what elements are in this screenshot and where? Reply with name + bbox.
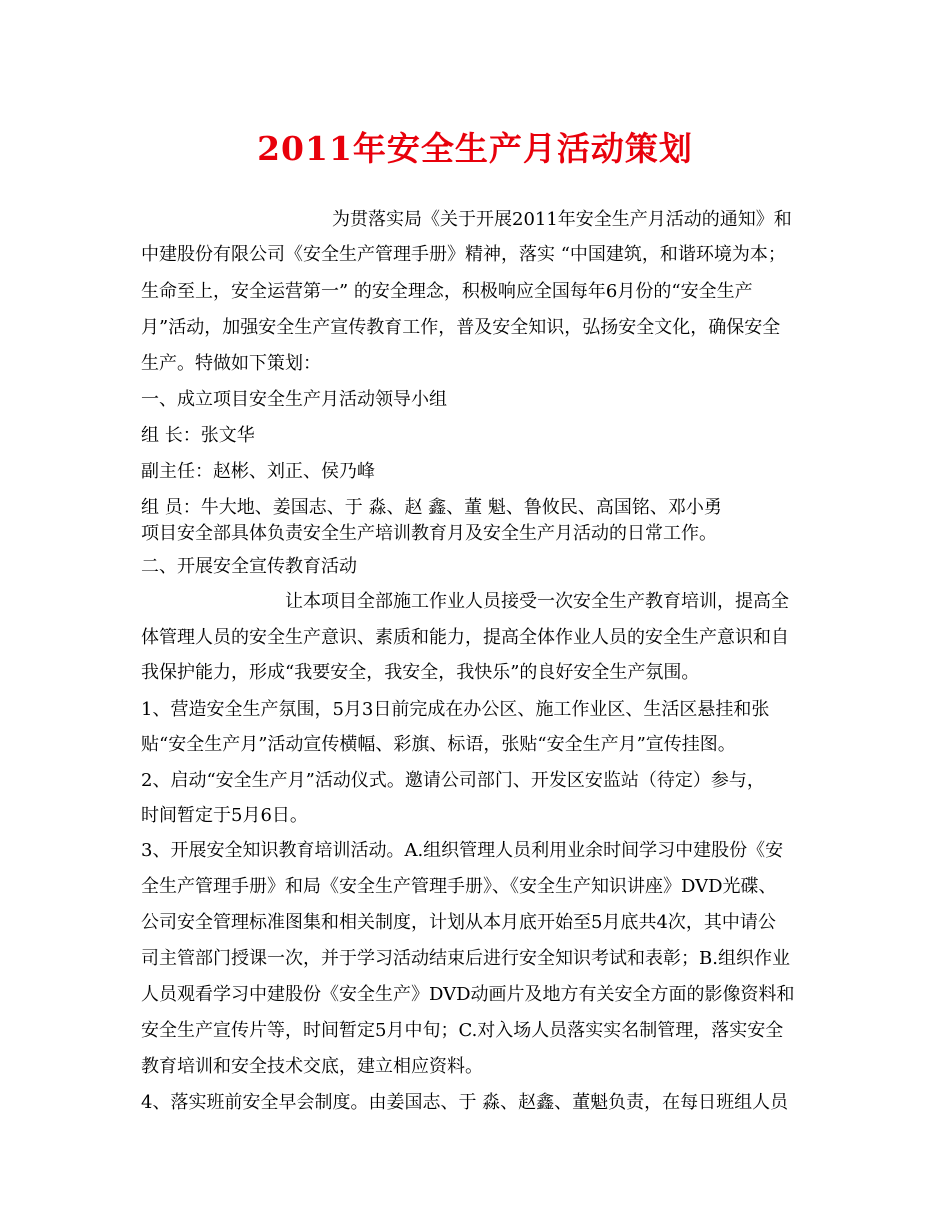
paragraph-line: 中建股份有限公司《安全生产管理手册》精神，落实 “中国建筑，和谐环境为本；	[141, 244, 786, 265]
paragraph-line: 月”活动，加强安全生产宣传教育工作，普及安全知识，弘扬安全文化，确保安全	[141, 317, 781, 338]
paragraph-line: 安全生产宣传片等，时间暂定5月中旬；C.对入场人员落实实名制管理，落实安全	[141, 1020, 784, 1041]
paragraph-line: 教育培训和安全技术交底，建立相应资料。	[141, 1056, 483, 1077]
paragraph-line: 司主管部门授课一次，并于学习活动结束后进行安全知识考试和表彰；B.组织作业	[141, 948, 790, 969]
paragraph-line: 项目安全部具体负责安全生产培训教育月及安全生产月活动的日常工作。	[141, 523, 717, 544]
paragraph-line: 副主任：赵彬、刘正、侯乃峰	[141, 461, 375, 482]
paragraph-line: 3、开展安全知识教育培训活动。A.组织管理人员利用业余时间学习中建股份《安	[141, 840, 784, 861]
paragraph-line: 4、落实班前安全早会制度。由姜国志、于 淼、赵鑫、董魁负责，在每日班组人员	[141, 1092, 789, 1113]
paragraph-line: 我保护能力，形成“我要安全，我安全，我快乐”的良好安全生产氛围。	[141, 662, 700, 683]
paragraph-line: 时间暂定于5月6日。	[141, 805, 308, 826]
paragraph-line: 生命至上，安全运营第一” 的安全理念，积极响应全国每年6月份的“安全生产	[141, 281, 753, 302]
paragraph-line: 人员观看学习中建股份《安全生产》DVD动画片及地方有关安全方面的影像资料和	[141, 984, 795, 1005]
document-title: 2011年安全生产月活动策划	[257, 129, 693, 168]
paragraph-line: 公司安全管理标准图集和相关制度，计划从本月底开始至5月底共4次，其中请公	[141, 912, 776, 933]
paragraph-line: 贴“安全生产月”活动宣传横幅、彩旗、标语，张贴“安全生产月”宣传挂图。	[141, 734, 736, 755]
section-heading: 二、开展安全宣传教育活动	[141, 556, 357, 577]
paragraph-line: 生产。特做如下策划：	[141, 353, 321, 374]
paragraph-line: 为贯落实局《关于开展2011年安全生产月活动的通知》和	[332, 209, 792, 230]
paragraph-line: 全生产管理手册》和局《安全生产管理手册》、《安全生产知识讲座》DVD光碟、	[141, 876, 777, 897]
section-heading: 一、成立项目安全生产月活动领导小组	[141, 389, 447, 410]
paragraph-line: 体管理人员的安全生产意识、素质和能力，提高全体作业人员的安全生产意识和自	[141, 627, 789, 648]
paragraph-line: 组 员：牛大地、姜国志、于 淼、赵 鑫、董 魁、鲁攸民、高国铭、邓小勇	[141, 497, 722, 518]
paragraph-line: 2、启动“安全生产月”活动仪式。邀请公司部门、开发区安监站（待定）参与，	[141, 770, 765, 791]
paragraph-line: 让本项目全部施工作业人员接受一次安全生产教育培训，提高全	[285, 591, 789, 612]
paragraph-line: 组 长：张文华	[141, 425, 255, 446]
paragraph-line: 1、营造安全生产氛围，5月3日前完成在办公区、施工作业区、生活区悬挂和张	[141, 699, 770, 720]
